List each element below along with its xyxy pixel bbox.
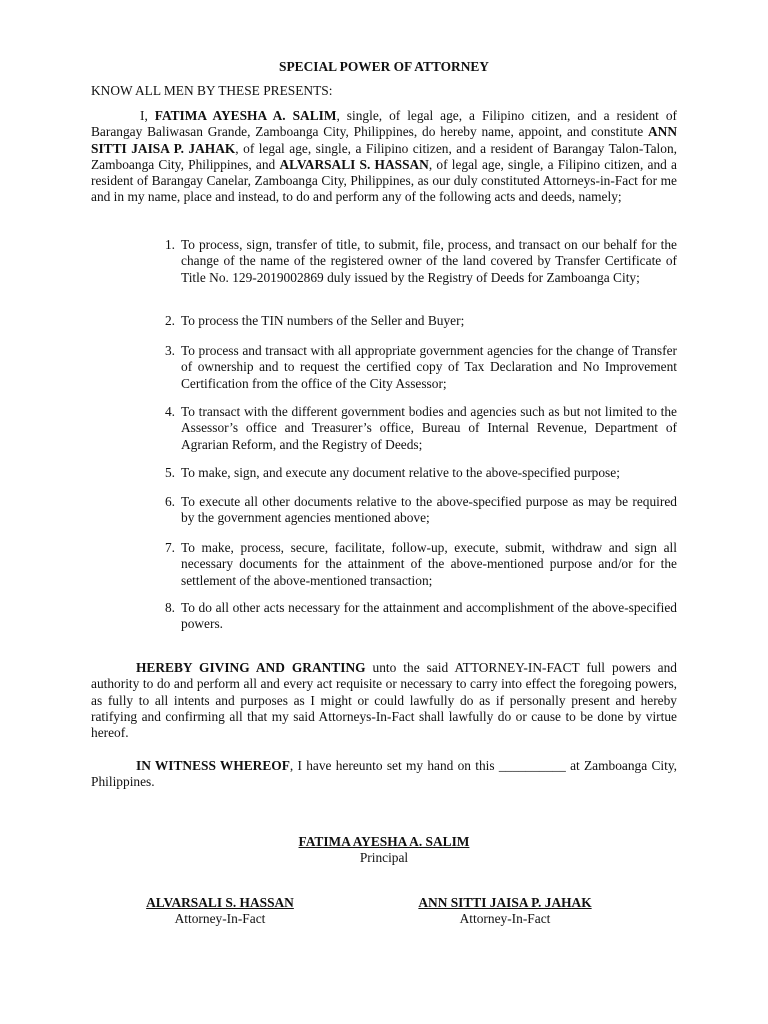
power-text: To transact with the different government bodies and agencies such as but not limited to the Assessor’s office and Treasurer’s office, Bureau of Internal Revenue, Department of Agrarian Reform, and the Registry of Deeds; (181, 404, 677, 452)
power-number: 7. (164, 540, 175, 555)
power-text: To process the TIN numbers of the Seller and Buyer; (181, 313, 465, 328)
granting-lead: HEREBY GIVING AND GRANTING (136, 660, 366, 675)
power-number: 4. (164, 404, 175, 419)
attorney-right-signature-block (385, 895, 625, 928)
witness-lead: IN WITNESS WHEREOF (136, 758, 290, 773)
principal-signature-role: Principal (359, 850, 409, 866)
attorney-left-signature-name: ALVARSALI S. HASSAN (146, 895, 294, 910)
power-number: 2. (164, 313, 175, 328)
power-text: To make, sign, and execute any document relative to the above-specified purpose; (181, 465, 620, 480)
power-number: 6. (164, 494, 175, 509)
salutation: KNOW ALL MEN BY THESE PRESENTS: (91, 83, 333, 98)
granting-paragraph (91, 660, 677, 741)
intro-text-2: , single, of legal age, a Filipino citizen, and a resident of Barangay Baliwasan Grande, Zamboanga City, Philippines, do hereby name, appoint, and constitute (91, 108, 678, 140)
attorney-right-signature-role: Attorney-In-Fact (459, 911, 551, 927)
intro-text-3: , of legal age, single, a Filipino citizen, and a resident of Barangay Talon-Talon, Zamboanga City, Philippines, and (91, 140, 677, 172)
power-number: 5. (164, 465, 175, 480)
power-text: To process and transact with all appropriate government agencies for the change of Transfer of ownership and to request the certified copy of Tax Declaration and No Improvement Certification from the office of the City Assessor; (181, 343, 677, 391)
principal-signature-name: FATIMA AYESHA A. SALIM (298, 834, 470, 849)
intro-text-1: I, (140, 108, 155, 123)
granting-body: unto the said ATTORNEY-IN-FACT full powers and authority to do and perform all and every act requisite or necessary to carry into effect the foregoing powers, as fully to all intents and purposes as I might or could lawfully do as if personally present and hereby ratifying and confirming all that my said Attorneys-In-Fact shall lawfully do or cause to be done by virtue hereof. (91, 660, 677, 741)
principal-signature-block (234, 834, 534, 867)
attorney2-name: ALVARSALI S. HASSAN (279, 156, 429, 172)
intro-paragraph (91, 108, 677, 206)
power-text: To process, sign, transfer of title, to submit, file, process, and transact on our behalf for the change of the name of the registered owner of the land covered by Transfer Certificate of Title No. 129-2019002869 duly issued by the Registry of Deeds for Zamboanga City; (181, 237, 677, 285)
attorney-left-signature-role: Attorney-In-Fact (174, 911, 266, 927)
intro-text-4: , of legal age, single, a Filipino citizen, and a resident of Barangay Canelar, Zamboanga City, Philippines, as our duly constituted Attorneys-in-Fact for me and in my name, place and instead, to do and perform any of the following acts and deeds, namely; (91, 156, 677, 205)
attorney-left-signature-block (110, 895, 330, 928)
power-text: To execute all other documents relative to the above-specified purpose as may be required by the government agencies mentioned above; (181, 494, 677, 526)
power-text: To do all other acts necessary for the attainment and accomplishment of the above-specified powers. (181, 600, 677, 632)
power-number: 8. (164, 600, 175, 615)
document-title: SPECIAL POWER OF ATTORNEY (279, 59, 489, 74)
witness-paragraph (91, 758, 677, 791)
attorney-right-signature-name: ANN SITTI JAISA P. JAHAK (418, 895, 592, 910)
power-text: To make, process, secure, facilitate, follow-up, execute, submit, withdraw and sign all necessary documents for the attainment of the above-mentioned purpose and/or for the settlement of the above-mentioned transaction; (181, 540, 677, 588)
attorney1-name: ANN SITTI JAISA P. JAHAK (91, 124, 677, 156)
principal-name: FATIMA AYESHA A. SALIM (154, 108, 337, 123)
power-number: 1. (164, 237, 175, 252)
witness-body: , I have hereunto set my hand on this __________ at Zamboanga City, Philippines. (91, 758, 677, 790)
power-number: 3. (164, 343, 175, 358)
